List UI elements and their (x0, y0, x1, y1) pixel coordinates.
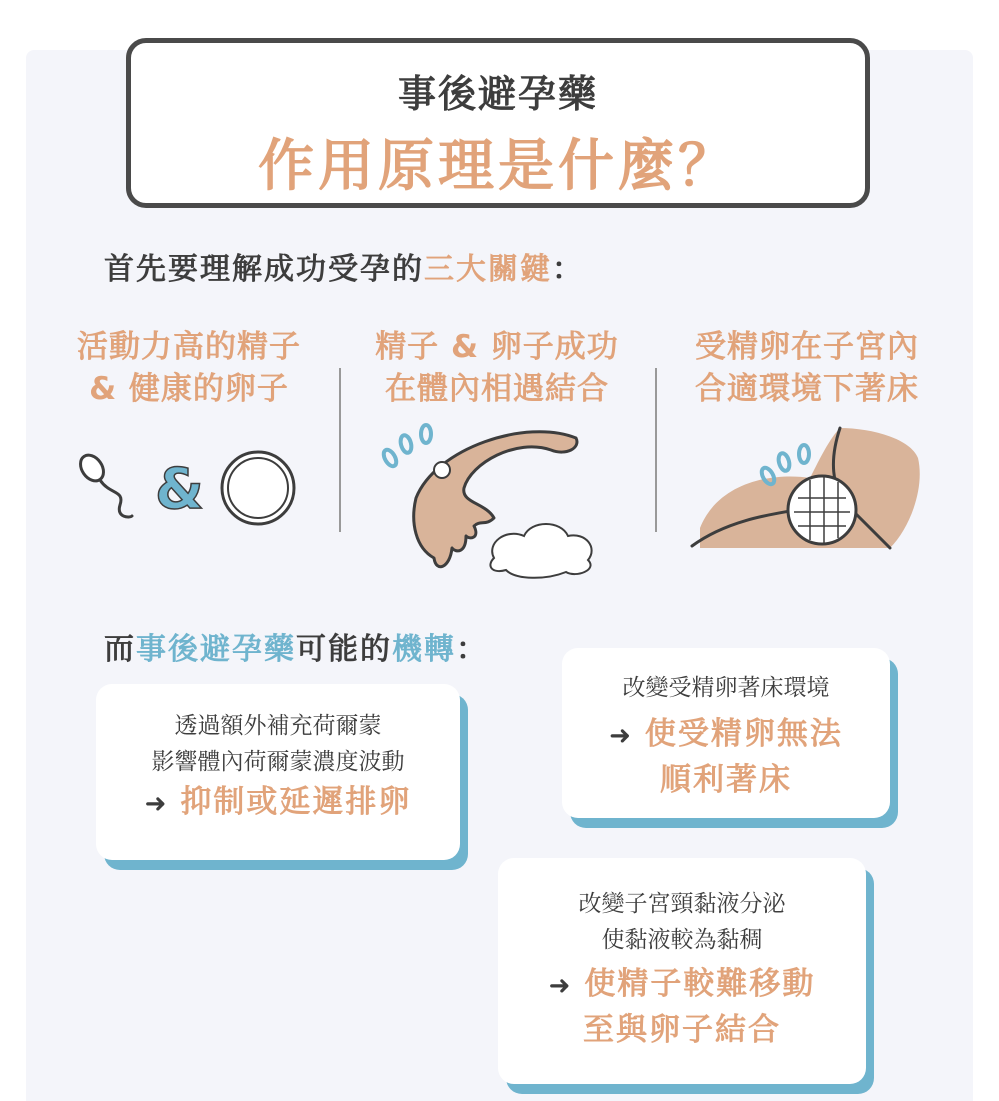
card-3-desc-2: 使黏液較為黏稠 (601, 927, 763, 953)
cloud-icon (490, 524, 591, 578)
card-1-desc-1: 透過額外補充荷爾蒙 (174, 713, 382, 739)
card-3-body (498, 858, 866, 1084)
egg-icon (222, 452, 294, 524)
divider-1 (339, 368, 341, 532)
card-3-desc-1: 改變子宮頸黏液分泌 (578, 891, 786, 917)
card-2-desc-1: 改變受精卵著床環境 (622, 675, 830, 701)
card-3-result-1: 使精子較難移動 (584, 966, 816, 1002)
motion-marks-icon (381, 425, 431, 468)
section2-prefix: 而 (104, 632, 136, 667)
arrow-icon: ➜ (548, 971, 573, 1001)
arrow-icon: ➜ (144, 789, 169, 819)
key-3-line-2: 合適環境下著床 (695, 371, 919, 407)
title-line-2: 作用原理是什麼？ (258, 134, 738, 199)
key-3-line-1: 受精卵在子宮內 (695, 329, 919, 365)
sperm-icon (76, 451, 132, 517)
title-box (126, 38, 870, 208)
mechanism-card-3 (498, 858, 874, 1094)
card-1-result-1: 抑制或延遲排卵 (180, 784, 412, 820)
section2-mid: 可能的 (296, 632, 392, 667)
key-1-line-1: 活動力高的精子 (77, 329, 301, 365)
section2-blue-2: 機轉 (392, 632, 456, 667)
divider-2 (655, 368, 657, 532)
sperm-egg-illustration (70, 440, 310, 540)
section1-prefix: 首先要理解成功受孕的 (104, 252, 424, 287)
section1-highlight: 三大關鍵 (424, 252, 552, 287)
key-2-line-1: 精子 & 卵子成功 (375, 329, 619, 365)
mechanism-card-2 (562, 648, 898, 828)
ampersand-symbol: & (155, 457, 204, 522)
section2-heading (104, 624, 488, 668)
card-1-result (96, 780, 460, 826)
section2-blue-1: 事後避孕藥 (136, 632, 296, 667)
card-3-result (498, 962, 866, 1008)
title-line-1: 事後避孕藥 (397, 72, 598, 116)
arrow-icon: ➜ (609, 721, 633, 751)
card-2-body (562, 648, 890, 818)
card-1-body (96, 684, 460, 860)
implantation-illustration (690, 418, 930, 558)
section1-heading (104, 244, 584, 288)
mechanism-card-1 (96, 684, 468, 870)
card-2-result-2: 順利著床 (660, 762, 792, 798)
section2-suffix: ： (456, 632, 488, 667)
key-2 (364, 326, 630, 410)
card-2-result (562, 712, 890, 758)
fallopian-tube-illustration (376, 408, 616, 588)
key-1-line-2: & 健康的卵子 (89, 371, 289, 407)
card-3-result-2: 至與卵子結合 (583, 1012, 781, 1048)
card-1-desc-2: 影響體內荷爾蒙濃度波動 (151, 749, 405, 775)
card-2-result-1: 使受精卵無法 (644, 716, 843, 752)
key-2-line-2: 在體內相遇結合 (385, 371, 609, 407)
key-3 (674, 326, 940, 410)
key-1 (56, 326, 322, 410)
embryo-icon (788, 476, 856, 544)
section1-suffix: ： (552, 252, 584, 287)
